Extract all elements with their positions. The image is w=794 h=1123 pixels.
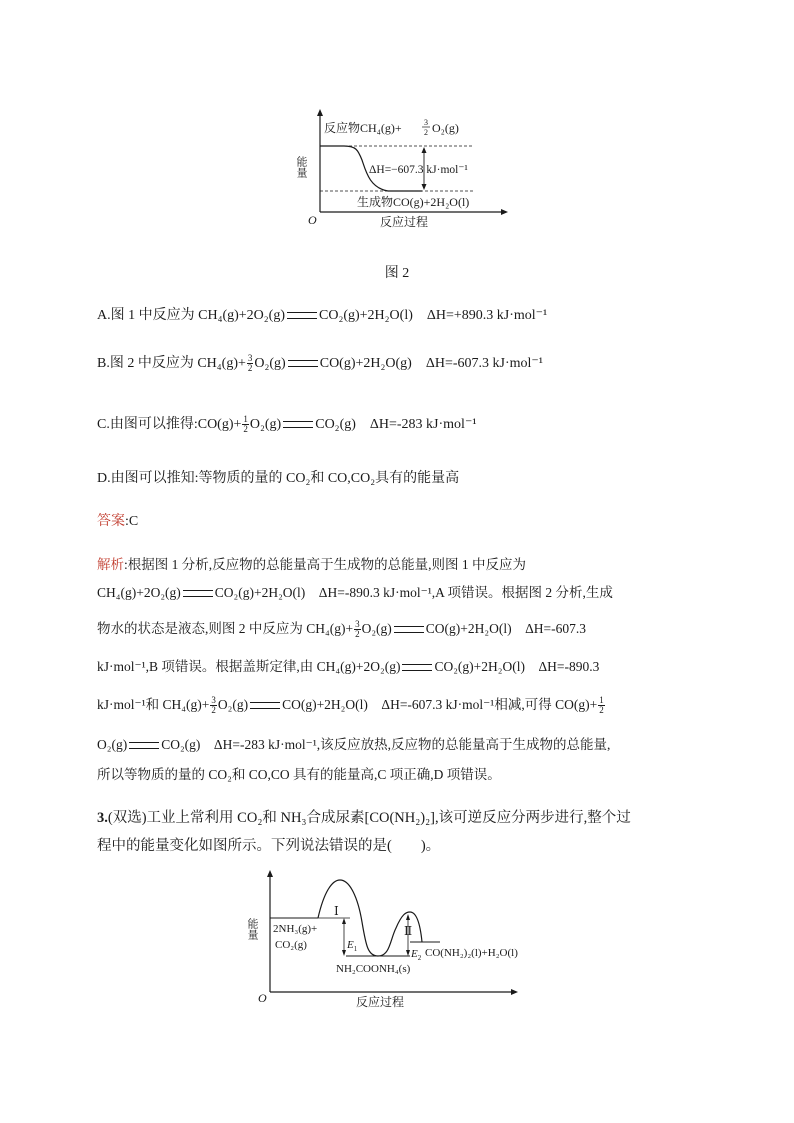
fig3-y-arrow-icon xyxy=(267,870,273,877)
analysis-text: ΔH=-283 kJ·mol⁻¹,该反应放热,反应物的总能量高于生成物的总能量, xyxy=(213,737,611,752)
fig3-reactant-line1: 2NH₃(g)+ xyxy=(273,923,318,935)
option-c-lhs2: O₂(g) xyxy=(249,417,282,432)
fig3-step2-label: Ⅱ xyxy=(404,924,413,938)
analysis-fraction xyxy=(598,696,605,715)
fig2-dh-arrow-down-icon xyxy=(422,184,427,190)
equals-sign-icon xyxy=(283,421,313,428)
frac-den: 2 xyxy=(211,705,216,716)
answer-line xyxy=(97,510,138,530)
option-c-prefix: C.由图可以推得: xyxy=(97,417,198,432)
fig3-e2-arrow-up-icon xyxy=(406,914,410,920)
analysis-fraction xyxy=(354,620,361,639)
fig2-dh-label: ΔH=−607.3 kJ·mol⁻¹ xyxy=(369,164,468,176)
analysis-line-2 xyxy=(97,581,613,601)
equals-sign-icon xyxy=(287,312,317,319)
analysis-text: CH₄(g)+2O₂(g) xyxy=(97,585,181,600)
option-a-dh: ΔH=+890.3 kJ·mol⁻¹ xyxy=(426,308,548,323)
figure-2-energy-diagram xyxy=(296,108,516,230)
fig2-reactant-tail: O₂(g) xyxy=(432,121,459,135)
option-a xyxy=(97,304,547,324)
analysis-line-5 xyxy=(97,693,606,715)
fig2-reactant-frac-num: 3 xyxy=(424,118,428,127)
figure-3-energy-diagram xyxy=(246,868,550,1013)
analysis-text: CO₂(g)+2H₂O(l) xyxy=(434,659,525,674)
analysis-text: kJ·mol⁻¹,B 项错误。根据盖斯定律,由 CH₄(g)+2O₂(g) xyxy=(97,659,401,674)
analysis-text: ΔH=-890.3 xyxy=(538,659,600,674)
frac-num: 3 xyxy=(355,619,360,630)
fig2-product-label: 生成物CO(g)+2H₂O(l) xyxy=(357,195,470,209)
option-a-product: CO₂(g)+2H₂O(l) xyxy=(319,308,413,323)
fig3-e1-arrow-up-icon xyxy=(342,918,346,924)
analysis-text: ΔH=-607.3 xyxy=(525,621,587,636)
fig3-e2-label: $E_2$ xyxy=(411,948,422,962)
analysis-text: ΔH=-607.3 kJ·mol⁻¹相减,可得 CO(g)+ xyxy=(381,697,598,712)
equals-sign-icon xyxy=(394,626,424,633)
question-text: 工业上常利用 CO₂和 NH₃合成尿素[CO(NH₂)₂],该可逆反应分两步进行,整个过 xyxy=(146,810,631,826)
fig3-product-label: CO(NH₂)₂(l)+H₂O(l) xyxy=(425,947,518,959)
equals-sign-icon xyxy=(183,590,213,597)
equals-sign-icon xyxy=(129,742,159,749)
analysis-line-1 xyxy=(97,553,526,573)
answer-value: :C xyxy=(125,514,139,529)
analysis-text: O₂(g) xyxy=(97,737,128,752)
analysis-text: CO(g)+2H₂O(l) xyxy=(282,697,368,712)
fig3-e1-label: $E_1$ xyxy=(347,939,358,953)
equals-sign-icon xyxy=(288,360,318,367)
option-c-dh: ΔH=-283 kJ·mol⁻¹ xyxy=(369,417,477,432)
option-c xyxy=(97,413,477,434)
option-b-dh: ΔH=-607.3 kJ·mol⁻¹ xyxy=(425,356,543,371)
question-tag: (双选) xyxy=(107,810,147,826)
analysis-line-7: 所以等物质的量的 CO₂和 CO,CO 具有的能量高,C 项正确,D 项错误。 xyxy=(97,767,501,782)
fig2-origin: O xyxy=(308,213,317,227)
fig3-origin: O xyxy=(258,991,267,1005)
frac-den: 2 xyxy=(247,363,253,374)
fig3-intermediate-label: NH₂COONH₄(s) xyxy=(336,963,411,975)
analysis-text: O₂(g) xyxy=(361,621,392,636)
fig3-e1-arrow-down-icon xyxy=(342,950,346,956)
question-number: 3. xyxy=(97,810,108,826)
option-c-fraction xyxy=(242,415,249,434)
frac-den: 2 xyxy=(243,424,248,435)
option-a-equation: CH₄(g)+2O₂(g) xyxy=(198,308,285,323)
analysis-line-4 xyxy=(97,655,599,675)
analysis-text: 物水的状态是液态,则图 2 中反应为 CH₄(g)+ xyxy=(97,621,354,636)
frac-den: 2 xyxy=(355,629,360,640)
fig2-x-arrow-icon xyxy=(501,209,508,215)
option-c-lhs1: CO(g)+ xyxy=(197,417,242,432)
analysis-text: ΔH=-890.3 kJ·mol⁻¹,A 项错误。根据图 2 分析,生成 xyxy=(318,585,613,600)
analysis-text: CO₂(g)+2H₂O(l) xyxy=(214,585,306,600)
fig2-x-label: 反应过程 xyxy=(380,215,429,229)
fig3-x-arrow-icon xyxy=(511,989,518,995)
option-b-fraction xyxy=(247,354,254,373)
option-b xyxy=(97,352,543,373)
analysis-line-3 xyxy=(97,617,586,639)
analysis-text: kJ·mol⁻¹和 CH₄(g)+ xyxy=(97,697,210,712)
fig2-dh-arrow-up-icon xyxy=(422,147,427,153)
option-b-prefix: B.图 2 中反应为 xyxy=(97,356,198,371)
option-d: D.由图可以推知:等物质的量的 CO₂和 CO,CO₂具有的能量高 xyxy=(97,471,460,486)
frac-num: 3 xyxy=(211,695,216,706)
equals-sign-icon xyxy=(250,702,280,709)
fig3-reactant-line2: CO₂(g) xyxy=(275,939,307,951)
analysis-label: 解析 xyxy=(97,557,124,572)
analysis-text: :根据图 1 分析,反应物的总能量高于生成物的总能量,则图 1 中反应为 xyxy=(124,557,526,572)
question-3-line-2: 程中的能量变化如图所示。下列说法错误的是( )。 xyxy=(97,838,441,854)
fig2-y-label: 能量 xyxy=(295,156,307,178)
frac-num: 1 xyxy=(243,414,248,425)
fig3-y-label: 能量 xyxy=(246,918,258,940)
option-b-lhs2: O₂(g) xyxy=(254,356,286,371)
analysis-line-6 xyxy=(97,733,610,753)
analysis-text: CO₂(g) xyxy=(161,737,201,752)
fig3-x-label: 反应过程 xyxy=(356,995,405,1009)
frac-den: 2 xyxy=(599,705,604,716)
answer-label: 答案 xyxy=(97,514,125,529)
frac-num: 3 xyxy=(247,353,253,364)
fig2-reactant-label: 反应物CH₄(g)+ xyxy=(324,121,402,135)
analysis-fraction xyxy=(210,696,217,715)
figure-2-caption: 图 2 xyxy=(384,266,410,281)
analysis-text: O₂(g) xyxy=(217,697,249,712)
option-b-product: CO(g)+2H₂O(g) xyxy=(319,356,412,371)
question-3-line-1 xyxy=(97,806,631,827)
option-b-lhs1: CH₄(g)+ xyxy=(197,356,246,371)
frac-num: 1 xyxy=(599,695,604,706)
equals-sign-icon xyxy=(402,664,432,671)
fig2-y-arrow-icon xyxy=(317,109,323,116)
analysis-text: CO(g)+2H₂O(l) xyxy=(425,621,512,636)
option-c-product: CO₂(g) xyxy=(315,417,356,432)
fig3-e2-arrow-down-icon xyxy=(406,950,410,956)
fig3-step1-label: Ⅰ xyxy=(334,904,339,918)
fig2-reactant-frac-den: 2 xyxy=(424,128,428,137)
option-a-prefix: A.图 1 中反应为 xyxy=(97,308,199,323)
